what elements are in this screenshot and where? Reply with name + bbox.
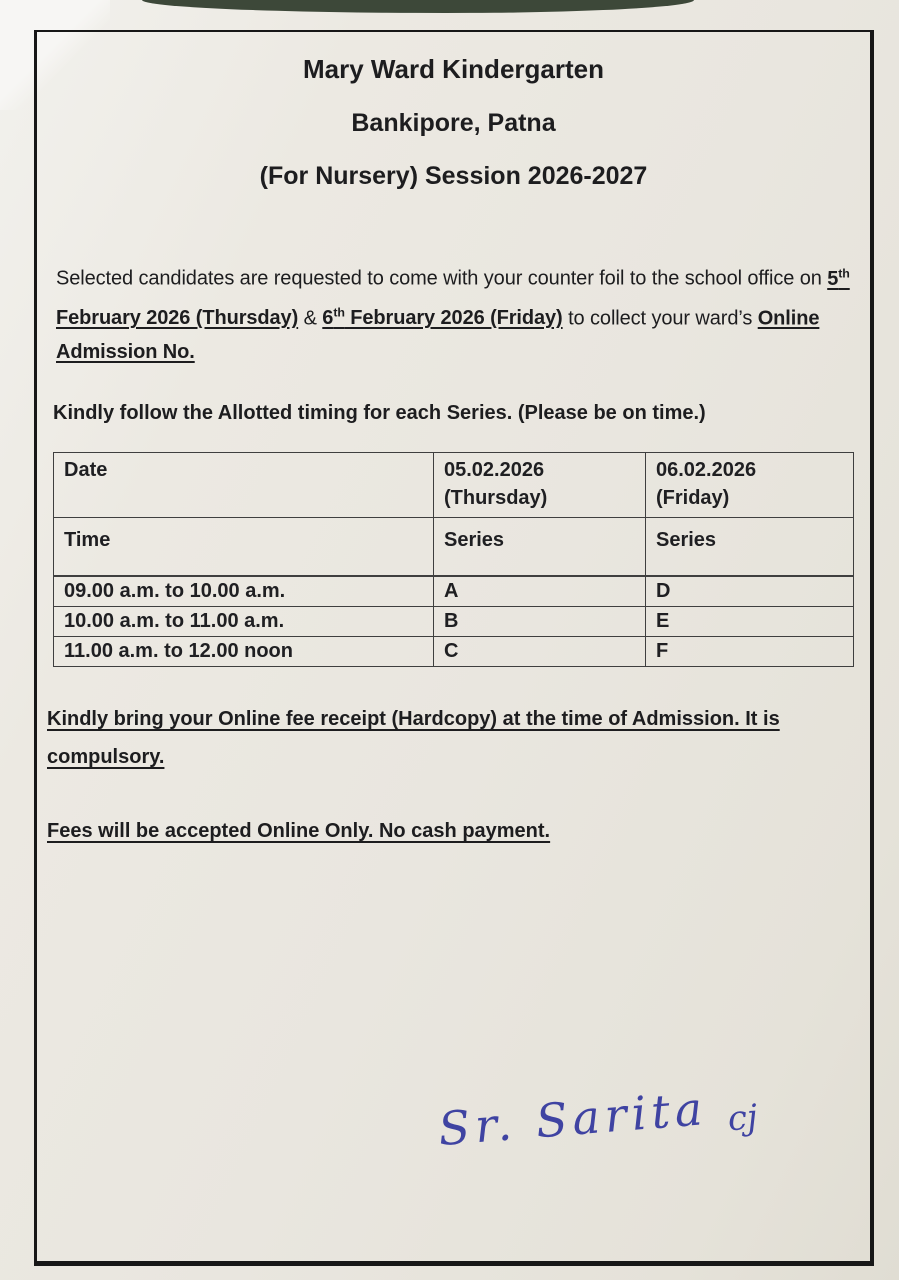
dark-background-edge [142,0,694,13]
intro-conjunction: & [298,307,323,330]
date-thursday-rest: February 2026 (Thursday) [56,307,299,330]
slot3-time-cell: 11.00 a.m. to 12.00 noon [54,637,434,667]
series-header-friday: Series [646,518,854,577]
table-header-date-row [54,453,854,518]
online-payment-notice: Fees will be accepted Online Only. No cash payment. [47,820,551,842]
intro-lead-text: Selected candidates are requested to come with your counter foil to the school office on [56,267,828,290]
date-friday-day: 6 [322,307,334,330]
session-title: (For Nursery) Session 2026-2027 [259,162,648,190]
date-friday-rest: February 2026 (Friday) [344,307,563,330]
slot1-thursday-series-cell: A [434,576,646,607]
signature-suffix: cj [726,1097,760,1140]
friday-date: 06.02.2026 [656,459,757,481]
school-name: Mary Ward Kindergarten [303,54,604,84]
friday-date-cell [646,453,854,518]
date-friday-phrase [322,307,562,329]
slot3-friday-series-cell: F [646,637,854,667]
fee-receipt-notice: Kindly bring your Online fee receipt (Hardcopy) at the time of Admission. It is compulsory. [47,708,780,768]
timing-table-container [53,452,854,667]
intro-paragraph [56,256,856,369]
online-admission-emphasis: Online Admission No. [56,307,820,364]
timing-table [53,452,854,667]
thursday-date-cell [434,453,646,518]
thursday-name: (Thursday) [444,487,548,509]
slot2-time-cell: 10.00 a.m. to 11.00 a.m. [54,607,434,637]
table-header-series-row [54,518,854,577]
slot1-time-cell: 09.00 a.m. to 10.00 a.m. [54,576,434,607]
date-thursday-ordinal: th [838,266,850,280]
table-row-slot3 [54,637,854,667]
timing-instruction: Kindly follow the Allotted timing for each Series. (Please be on time.) [53,402,706,424]
date-thursday-day: 5 [827,267,839,290]
slot1-friday-series-cell: D [646,576,854,607]
thursday-date: 05.02.2026 [444,459,545,481]
slot3-thursday-series-cell: C [434,637,646,667]
school-location: Bankipore, Patna [351,109,556,137]
intro-tail-text: to collect your ward’s [562,307,758,330]
slot2-thursday-series-cell: B [434,607,646,637]
table-row-slot1 [54,576,854,607]
date-label-cell: Date [54,453,434,518]
signature-name: Sr. Sarita [436,1081,710,1157]
friday-name: (Friday) [656,487,730,509]
table-row-slot2 [54,607,854,637]
slot2-friday-series-cell: E [646,607,854,637]
time-label-cell: Time [54,518,434,577]
date-friday-ordinal: th [333,305,345,320]
notice-header [37,54,870,215]
series-header-thursday: Series [434,518,646,577]
